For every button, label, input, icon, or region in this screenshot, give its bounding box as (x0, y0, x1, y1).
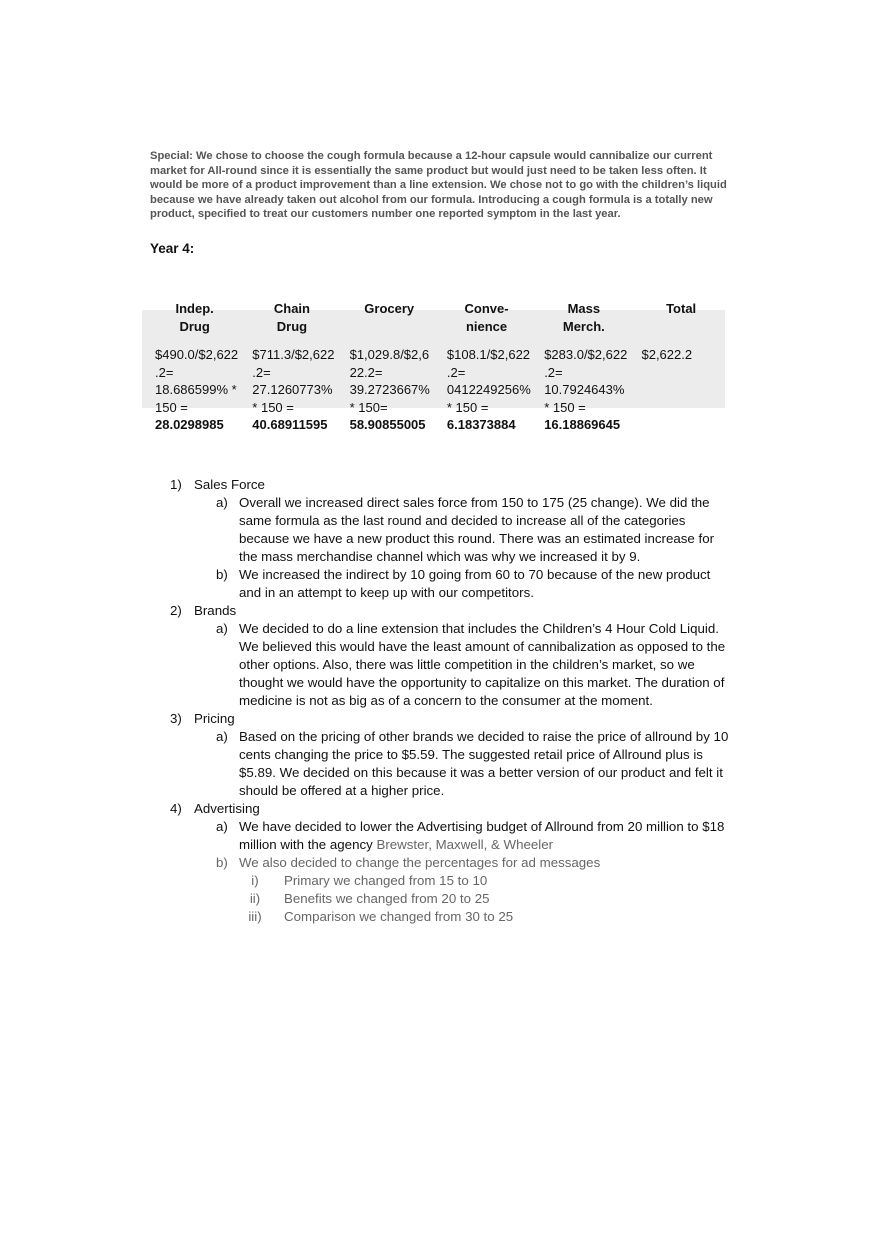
agency-name: Brewster, Maxwell, & Wheeler (376, 837, 554, 852)
list-item: a) We decided to do a line extension that includes the Children’s 4 Hour Cold Liquid. We believed this would have the least amount of cannibalization as opposed to the other options. Also, there was little competition in the children’s market, so we thought we would have the opportunity to capitalize on this market. The duration of medicine is not as big as of a concern to the consumer at the moment. (216, 621, 726, 708)
section-brands: 2) Brands (170, 603, 237, 618)
header-chain-drug: Chain Drug (273, 301, 310, 334)
section-pricing: 3) Pricing (170, 711, 235, 726)
section-sales-force: 1) Sales Force (170, 477, 265, 492)
result-grocery: 58.90855005 (349, 417, 426, 432)
cell-convenience: $108.1/$2,622 .2= 0412249256% * 150 = 6.18373884 (442, 346, 539, 434)
list-item: a) Overall we increased direct sales force from 150 to 175 (25 change). We did the same formula as the last round and decided to increase all of the categories because we have a new product this round. There was an estimated increase for the mass merchandise channel which was why we increased it by 9. (216, 495, 715, 564)
header-total: Total (666, 301, 697, 316)
result-convenience: 6.18373884 (446, 417, 516, 432)
header-mass-merch: Mass Merch. (562, 301, 605, 334)
cell-total: $2,622.2 (641, 347, 693, 362)
cell-chain-drug: $711.3/$2,622 .2= 27.1260773% * 150 = 40.68911595 (247, 346, 344, 434)
list-item: a) Based on the pricing of other brands we decided to raise the price of allround by 10 cents changing the price to $5.59. The suggested retail price of Allround plus is $5.89. We decided on this because it was a better version of our product and felt it should be offered at a higher price. (216, 729, 729, 798)
channel-table (150, 300, 734, 434)
header-grocery: Grocery (364, 301, 415, 316)
result-mass-merch: 16.18869645 (544, 417, 621, 432)
sub-list-item: iii) Comparison we changed from 30 to 25 (248, 909, 514, 924)
result-indep-drug: 28.0298985 (155, 417, 224, 432)
list-item: b) We increased the indirect by 10 going from 60 to 70 because of the new product and in an attempt to keep up with our competitors. (216, 567, 711, 600)
sub-list-item: i) Primary we changed from 15 to 10 (251, 873, 488, 888)
year-heading: Year 4: (150, 241, 195, 256)
sub-list-item: ii) Benefits we changed from 20 to 25 (249, 891, 490, 906)
cell-grocery: $1,029.8/$2,6 22.2= 39.2723667% * 150= 58.90855005 (345, 346, 442, 434)
cell-mass-merch: $283.0/$2,622 .2= 10.7924643% * 150 = 16.18869645 (539, 346, 636, 434)
result-chain-drug: 40.68911595 (252, 417, 328, 432)
numbered-list (0, 476, 732, 926)
section-advertising: 4) Advertising (170, 801, 260, 816)
list-item: b) We also decided to change the percentages for ad messages (216, 855, 601, 870)
header-convenience: Conve- nience (464, 301, 509, 334)
list-item: a) We have decided to lower the Advertising budget of Allround from 20 million to $18 million with the agency Brewster, Maxwell, & Wheeler (216, 819, 725, 852)
special-paragraph: Special: We chose to choose the cough formula because a 12-hour capsule would cannibalize our current market for All-round since it is essentially the same product but would just need to be taken less often. It would be more of a product improvement than a line extension. We chose not to go with the children’s liquid because we have already taken out alcohol from our formula. Introducing a cough formula is a totally new product, specified to treat our customers number one reported symptom in the last year. (150, 150, 727, 221)
cell-indep-drug: $490.0/$2,622 .2= 18.686599% * 150 = 28.0298985 (150, 346, 247, 434)
header-indep-drug: Indep. Drug (175, 301, 214, 334)
